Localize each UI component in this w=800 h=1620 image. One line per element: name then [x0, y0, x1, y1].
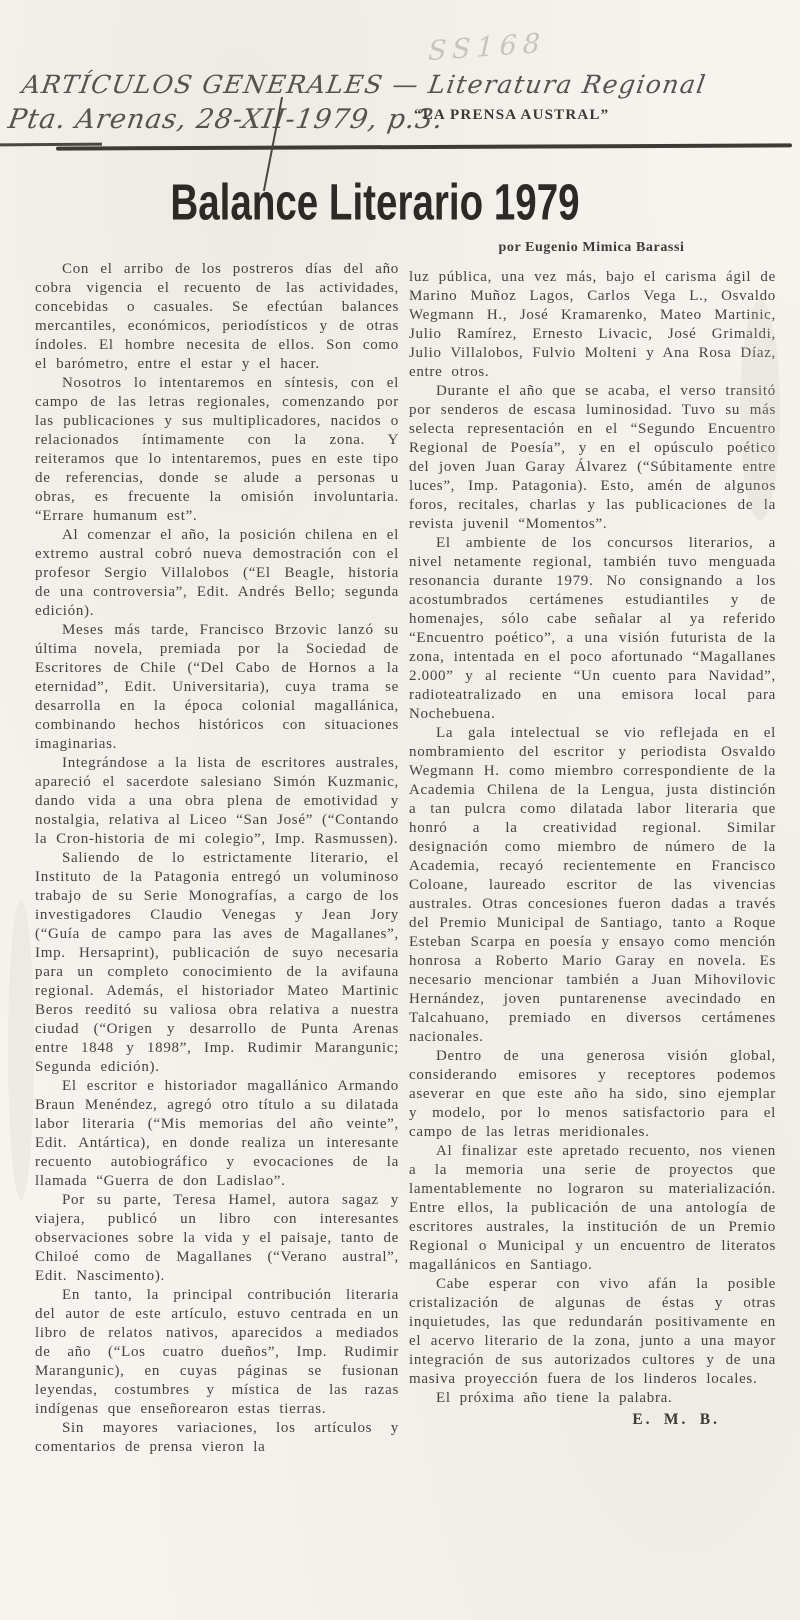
article-paragraph: El próxima año tiene la palabra.: [436, 1390, 673, 1406]
article-column-left: [35, 260, 399, 1620]
article-paragraph: Nosotros lo intentaremos en síntesis, con el campo de las letras regionales, comenzando por las publicaciones y sus multiplicadores, nacidos o relacionados íntimamente con la zona. Y reiteramos que lo intentaremos, pues en este tipo de referencias, donde se alude a personas u obras, es frecuente la omisión involuntaria. “Errare humanum est”.: [35, 375, 399, 524]
article-title: Balance Literario 1979: [170, 173, 580, 231]
category-handwritten-note: ARTÍCULOS GENERALES — Literatura Regional: [20, 70, 709, 99]
scan-smudge: [8, 900, 34, 1200]
article-paragraph-continuation: luz pública, una vez más, bajo el carisma ágil de Marino Muñoz Lagos, Carlos Vega L., Osvaldo Wegmann H., José Kramarenko, Mateo Martinic, Julio Ramírez, Ernesto Livacic, José Grimaldi, Julio Villalobos, Fulvio Molteni y Ana Rosa Díaz, entre otros.: [409, 269, 776, 380]
article-paragraph: Cabe esperar con vivo afán la posible cristalización de algunas de éstas y otras inquietudes, las que redundarán positivamente en el acervo literario de la zona, junto a una mayor integración de sus autorizados cultores y de una masiva proyección fuera de los linderos locales.: [409, 1276, 776, 1387]
article-paragraph: En tanto, la principal contribución literaria del autor de este artículo, estuvo centrada en un libro de relatos nativos, aparecidos a mediados de año (“Los cuatro dueños”, Imp. Rudimir Marangunic), en cuyas páginas se fusionan leyendas, costumbres y mística de las razas indígenas que enseñorearon estas tierras.: [35, 1287, 399, 1417]
article-paragraph: Integrándose a la lista de escritores australes, apareció el sacerdote salesiano Simón Kuzmanic, dando vida a una obra plena de emotividad y nostalgia, relativa al Liceo “San José” (“Contando la Cron-historia de mi colegio”, Imp. Rasmussen).: [35, 755, 399, 847]
article-paragraph: Durante el año que se acaba, el verso transitó por senderos de escasa luminosidad. Tuvo su más selecta representación en el “Segundo Encuentro Regional de Poesía”, y en el opúsculo poético del joven Juan Garay Álvarez (“Súbitamente entre luces”, Imp. Patagonia). Esto, amén de algunos foros, recitales, charlas y las publicaciones de la revista juvenil “Momentos”.: [409, 383, 776, 532]
author-initials-signature: E. M. B.: [632, 1411, 720, 1428]
article-paragraph: Al finalizar este apretado recuento, nos vienen a la memoria una serie de proyectos que lamentablemente no lograron su materialización. Entre ellos, la publicación de una antología de escritores australes, la institución de un Premio Regional o Municipal y un encuentro de literatos magallánicos en Santiago.: [409, 1143, 776, 1273]
article-paragraph: Por su parte, Teresa Hamel, autora sagaz y viajera, publicó un libro con interesantes observaciones sobre la vida y el paisaje, tanto de Chiloé como de Magallanes (“Verano austral”, Edit. Nascimento).: [35, 1192, 399, 1284]
article-paragraph: El escritor e historiador magallánico Armando Braun Menéndez, agregó otro título a su dilatada labor literaria (“Mis memorias del año veinte”, Edit. Antártica), en donde realiza un interesante recuento autobiográfico y evocaciones de la llamada “Guerra de don Ladislao”.: [35, 1078, 399, 1189]
article-paragraphs: [409, 382, 776, 1408]
article-paragraph: Dentro de una generosa visión global, considerando emisores y receptores podemos aseverar en que este año ha sido, sino ejemplar y modelo, por lo menos satisfactorio para el campo de las letras meridionales.: [409, 1048, 776, 1140]
article-paragraph: Con el arribo de los postreros días del año cobra vigencia el recuento de las actividades, concebidas o casuales. Se efectúan balances mercantiles, económicos, periodísticos y de otras índoles. El hombre necesita de ellos. Son como el barómetro, entre el estar y el hacer.: [35, 261, 399, 372]
horizontal-rule: [56, 143, 792, 150]
article-paragraph: Saliendo de lo estrictamente literario, el Instituto de la Patagonia entregó un voluminoso trabajo de su Serie Monografías, a cargo de los investigadores Claudio Venegas y Jean Jory (“Guía de campo para las aves de Magallanes”, Imp. Hersaprint), publicación de suyo necesaria para un completo conocimiento de la avifauna regional. Además, el historiador Mateo Martinic Beros reeditó su valiosa obra relativa a nuestra ciudad (“Origen y desarrollo de Punta Arenas entre 1848 y 1898”, Imp. Rudimir Marangunic; Segunda edición).: [35, 850, 399, 1075]
article-paragraph: Sin mayores variaciones, los artículos y comentarios de prensa vieron la: [35, 1420, 399, 1455]
source-date-handwritten-note: Pta. Arenas, 28-XII-1979, p.3.: [6, 104, 446, 135]
archive-number-handwritten: SS168: [427, 27, 547, 68]
article-column-right: [409, 268, 776, 1620]
article-paragraph: La gala intelectual se vio reflejada en el nombramiento del escritor y periodista Osvaldo Wegmann H. como miembro correspondiente de la Academia Chilena de la Lengua, justa distinción a tan pulcra como dilatada labor literaria que honró a la creatividad regional. Similar designación como miembro de número de la Academia, recayó recientemente en Francisco Coloane, laureado escritor de las vivencias australes. Otras concesiones fueron dadas a través del Premio Municipal de Santiago, tanto a Roque Esteban Scarpa en poesía y ensayo como mención honrosa a Roberto Mario Garay en novela. Es necesario mencionar también a Juan Mihovilovic Hernández, joven puntarenense avecindado en Talcahuano, premiado en diversos certámenes nacionales.: [409, 725, 776, 1045]
article-paragraph: Meses más tarde, Francisco Brzovic lanzó su última novela, premiada por la Sociedad de Escritores de Chile (“Del Cabo de Hornos a la eternidad”, Edit. Universitaria), cuya trama se desarrolla en la época colonial magallánica, combinando hechos históricos con situaciones imaginarias.: [35, 622, 399, 752]
article-paragraph: Al comenzar el año, la posición chilena en el extremo austral cobró nueva demostración con el profesor Sergio Villalobos (“El Beagle, historia de una controversia”, Edit. Andrés Bello; segunda edición).: [35, 527, 399, 619]
article-byline: por Eugenio Mimica Barassi: [498, 240, 685, 255]
article-paragraph: El ambiente de los concursos literarios, a nivel netamente regional, también tuvo menguada resonancia durante 1979. No consignando a los acostumbrados certámenes estudiantiles y de homenajes, sólo cabe señalar al ya referido “Encuentro poético”, a una visión futurista de la zona, intentada en el poco afortunado “Magallanes 2.000” y al reciente “Un cuento para Navidad”, radioteatralizado en una emisora local para Nochebuena.: [409, 535, 776, 722]
newspaper-name: “LA PRENSA AUSTRAL”: [414, 107, 610, 123]
